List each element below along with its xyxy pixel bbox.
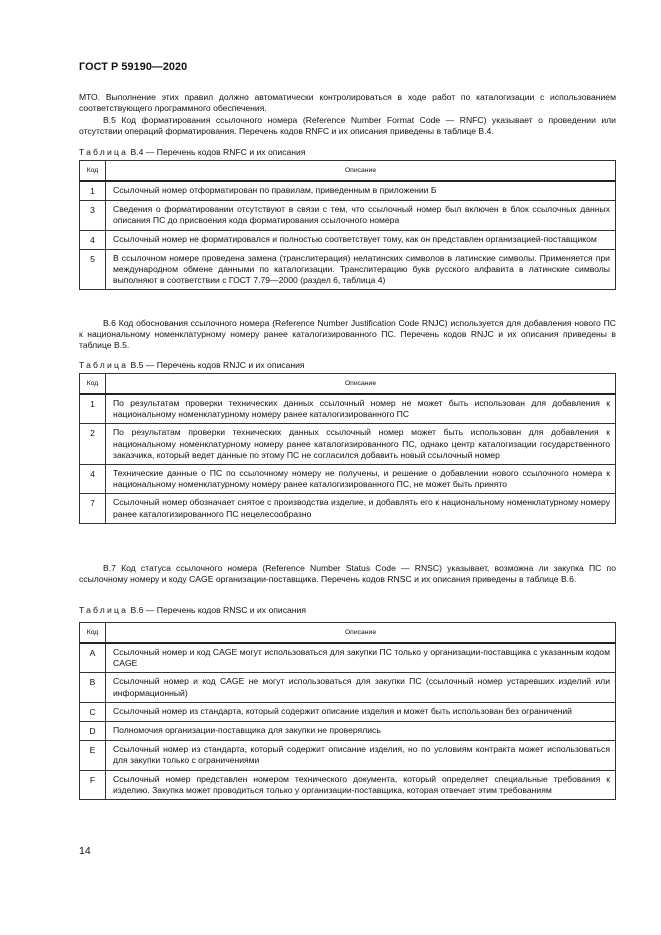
description-cell: Ссылочный номер и код CAGE могут использоваться для закупки ПС только у организации-поставщика с указанным кодом CAGE — [106, 643, 616, 673]
document-header: ГОСТ Р 59190—2020 — [79, 61, 188, 73]
code-cell: F — [80, 770, 106, 799]
table-header-row — [80, 374, 616, 395]
code-cell: B — [80, 673, 106, 702]
description-cell: По результатам проверки технических данных ссылочный номер не может быть использован для добавления к национальному номенклатурному номеру ранее каталогизированного ПС — [106, 394, 616, 424]
table-header-row — [80, 161, 616, 182]
table-row — [80, 643, 616, 673]
caption-text: Таблица — [79, 605, 129, 615]
column-header-description: Описание — [106, 623, 616, 644]
code-cell: 1 — [80, 181, 106, 201]
code-cell: 5 — [80, 249, 106, 290]
column-header-description: Описание — [106, 374, 616, 395]
code-cell: 4 — [80, 230, 106, 249]
description-cell: Полномочия организации-поставщика для закупки не проверялись — [106, 722, 616, 741]
description-cell: Ссылочный номер и код CAGE не могут использоваться для закупки ПС (ссылочный номер устаревших изделий или информационный) — [106, 673, 616, 702]
description-cell: Ссылочный номер не форматировался и полностью соответствует тому, как он представлен организацией-поставщиком — [106, 230, 616, 249]
table-row — [80, 741, 616, 770]
code-cell: E — [80, 741, 106, 770]
caption-text: В.4 — Перечень кодов RNFC и их описания — [130, 147, 306, 157]
page-number: 14 — [79, 845, 91, 857]
description-cell: Ссылочный номер из стандарта, который содержит описание изделия и может быть использован без ограничений — [106, 702, 616, 721]
table-row — [80, 181, 616, 201]
code-cell: D — [80, 722, 106, 741]
paragraph-intro: МТО. Выполнение этих правил должно автоматически контролироваться в ходе работ по каталогизации с использованием соответствующего программного обеспечения. — [79, 92, 616, 114]
description-cell: Ссылочный номер отформатирован по правилам, приведенным в приложении Б — [106, 181, 616, 201]
code-cell: 4 — [80, 465, 106, 494]
description-cell: Ссылочный номер из стандарта, который содержит описание изделия, но по условиям контракта может использоваться для закупки только с ограничениями — [106, 741, 616, 770]
paragraph-b6: В.6 Код обоснования ссылочного номера (Reference Number Justification Code RNJC) используется для добавления нового ПС к национальному номенклатурному номеру ранее каталогизированного ПС. Перечень кодов RNJC и их описания приведены в таблице В.5. — [79, 318, 616, 351]
table-row — [80, 770, 616, 799]
description-cell: В ссылочном номере проведена замена (транслитерация) нелатинских символов в латинские символы. Применяется при международном обмене данными по каталогизации. Транслитерацию букв русского алфавита в латинские символы выполняют в соответствии с ГОСТ 7.79—2000 (раздел 6, таблица 4) — [106, 249, 616, 290]
table-b5 — [79, 373, 616, 524]
table-row — [80, 673, 616, 702]
table-b4 — [79, 160, 616, 290]
code-cell: A — [80, 643, 106, 673]
caption-text: В.6 — Перечень кодов RNSC и их описания — [130, 605, 306, 615]
caption-text: В.5 — Перечень кодов RNJC и их описания — [130, 360, 305, 370]
table-row — [80, 702, 616, 721]
description-cell: Сведения о форматировании отсутствуют в связи с тем, что ссылочный номер был включен в блок ссылочных данных описания ПС до присвоения кода форматирования ссылочного номера — [106, 201, 616, 230]
code-cell: C — [80, 702, 106, 721]
table-row — [80, 424, 616, 465]
table-header-row — [80, 623, 616, 644]
caption-text: Таблица — [79, 147, 129, 157]
table-row — [80, 494, 616, 523]
table-caption-b5 — [79, 360, 305, 371]
description-cell: По результатам проверки технических данных ссылочный номер может быть использован для добавления к национальному номенклатурному номеру ранее каталогизированного ПС, однако центр каталогизации государственного заказчика, который ведет данные по этому ПС не согласился добавить новый ссылочный номер — [106, 424, 616, 465]
table-row — [80, 722, 616, 741]
code-cell: 1 — [80, 394, 106, 424]
column-header-code: Код — [80, 374, 106, 395]
table-row — [80, 394, 616, 424]
code-cell: 3 — [80, 201, 106, 230]
table-row — [80, 465, 616, 494]
column-header-code: Код — [80, 161, 106, 182]
column-header-code: Код — [80, 623, 106, 644]
description-cell: Ссылочный номер представлен номером технического документа, который определяет специальные требования к изделию. Закупка может проводиться только у организации-поставщика, которая отвечает этим требованиям — [106, 770, 616, 799]
table-caption-b4 — [79, 147, 306, 158]
table-b6 — [79, 622, 616, 800]
table-row — [80, 201, 616, 230]
column-header-description: Описание — [106, 161, 616, 182]
paragraph-b7: В.7 Код статуса ссылочного номера (Reference Number Status Code — RNSC) указывает, возможна ли закупка ПС по ссылочному номеру и коду CAGE организации-поставщика. Перечень кодов RNSC и их описания приведены в таблице В.6. — [79, 563, 616, 585]
paragraph-b5: В.5 Код форматирования ссылочного номера (Reference Number Format Code — RNFC) указывает о проведении или отсутствии операций форматирования. Перечень кодов RNFC и их описания приведены в таблице В.4. — [79, 115, 616, 137]
code-cell: 2 — [80, 424, 106, 465]
description-cell: Ссылочный номер обозначает снятое с производства изделие, и добавлять его к национальному номенклатурному номеру ранее каталогизированного ПС нецелесообразно — [106, 494, 616, 523]
code-cell: 7 — [80, 494, 106, 523]
description-cell: Технические данные о ПС по ссылочному номеру не получены, и решение о добавлении нового ссылочного номера к национальному номенклатурному номеру ранее каталогизированного ПС, не может быть принято — [106, 465, 616, 494]
caption-text: Таблица — [79, 360, 129, 370]
table-row — [80, 230, 616, 249]
table-caption-b6 — [79, 605, 306, 616]
table-row — [80, 249, 616, 290]
